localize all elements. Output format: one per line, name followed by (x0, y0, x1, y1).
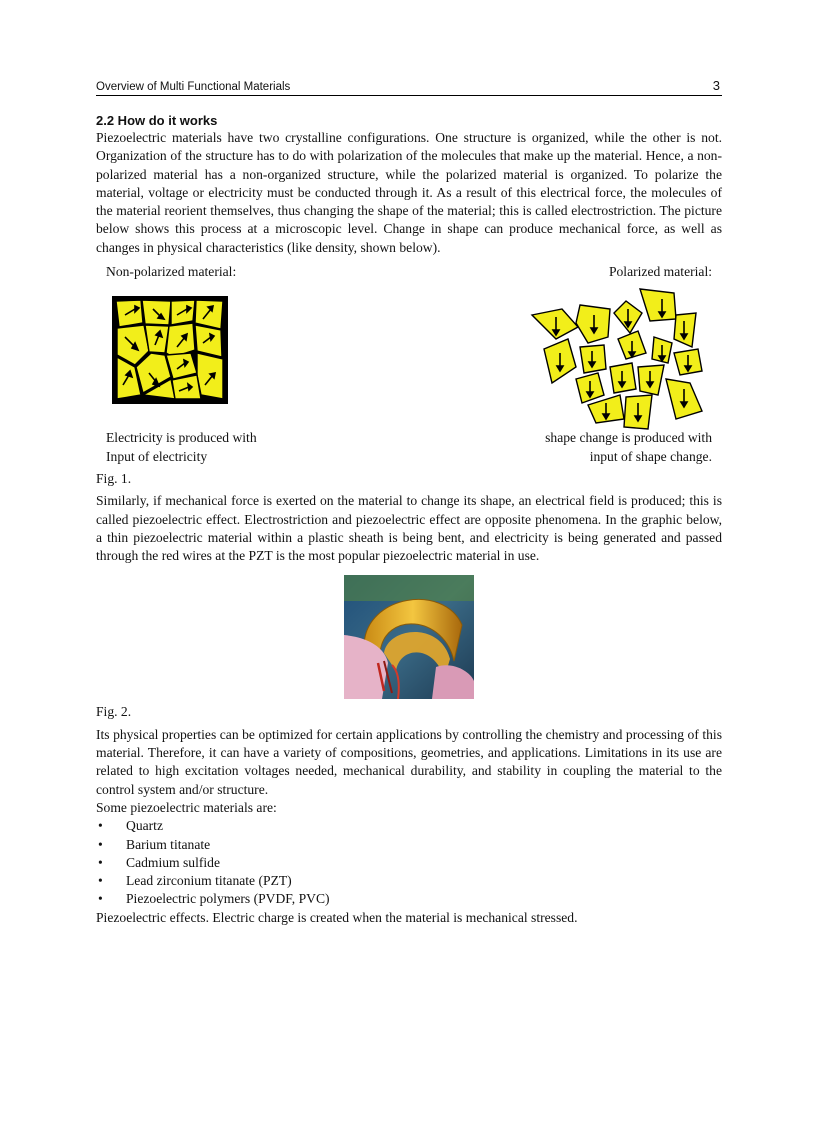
list-intro: Some piezoelectric materials are: (96, 799, 277, 815)
running-header (96, 78, 722, 96)
figure1-captions (96, 429, 722, 466)
bent-piezo-photo (344, 575, 474, 699)
left-caption (106, 429, 257, 466)
polarized-diagram (526, 287, 716, 432)
right-caption-line1: shape change is produced with (545, 430, 712, 446)
left-caption-line2: Input of electricity (106, 448, 208, 464)
non-polarized-diagram (111, 295, 229, 405)
paragraph-2: Similarly, if mechanical force is exerted on the material to change its shape, an electrical field is produced; this is called piezoelectric effect. Electrostriction and piezoelectric effect are opposite phenomena. In the graphic below, a thin piezoelectric material within a plastic sheath is being bent, and electricity is being generated and passed through the red wires at the PZT is the most popular piezoelectric material in use. (96, 493, 722, 564)
list-item: • Piezoelectric polymers (PVDF, PVC) (96, 890, 722, 908)
right-caption (545, 429, 712, 466)
figure1-labels (96, 263, 722, 281)
page (96, 78, 722, 927)
running-title: Overview of Multi Functional Materials (96, 81, 291, 93)
materials-list (96, 817, 722, 908)
right-caption-line2: input of shape change. (589, 448, 712, 464)
left-caption-line1: Electricity is produced with (106, 430, 257, 446)
polarized-label: Polarized material: (608, 264, 712, 280)
list-item: • Barium titanate (96, 836, 722, 854)
closing-line: Piezoelectric effects. Electric charge is created when the material is mechanical stressed. (96, 909, 578, 925)
page-number: 3 (712, 78, 720, 93)
list-item: • Quartz (96, 817, 722, 835)
section-title: 2.2 How do it works (96, 113, 218, 128)
polarized-grains (532, 289, 702, 429)
figure1-images (96, 287, 722, 417)
paragraph-1: Piezoelectric materials have two crystalline configurations. One structure is organized, while the other is not. Organization of the structure has to do with polarization of the molecules that make up the material. Hence, a non-polarized material has a non-organized structure, while the polarized material is organized. To polarize the material, voltage or electricity must be conducted through it. As a result of this electrical force, the molecules of the material reorient themselves, thus changing the shape of the material; this is called electrostriction. The picture below shows this process at a microscopic level. Change in shape can produce mechanical force, as well as changes in physical characteristics (like density, shown below). (96, 130, 722, 255)
list-item: • Cadmium sulfide (96, 854, 722, 872)
non-polarized-label: Non-polarized material: (106, 264, 237, 280)
list-item: • Lead zirconium titanate (PZT) (96, 872, 722, 890)
figure2-container (96, 575, 722, 699)
figure1-label: Fig. 1. (96, 470, 132, 486)
paragraph-3: Its physical properties can be optimized for certain applications by controlling the chemistry and processing of this material. Therefore, it can have a variety of compositions, geometries, and applications. Limitations in its use are related to high excitation voltages needed, mechanical durability, and stability in coupling the material to the control system and/or structure. (96, 726, 722, 797)
figure2-label: Fig. 2. (96, 704, 132, 720)
